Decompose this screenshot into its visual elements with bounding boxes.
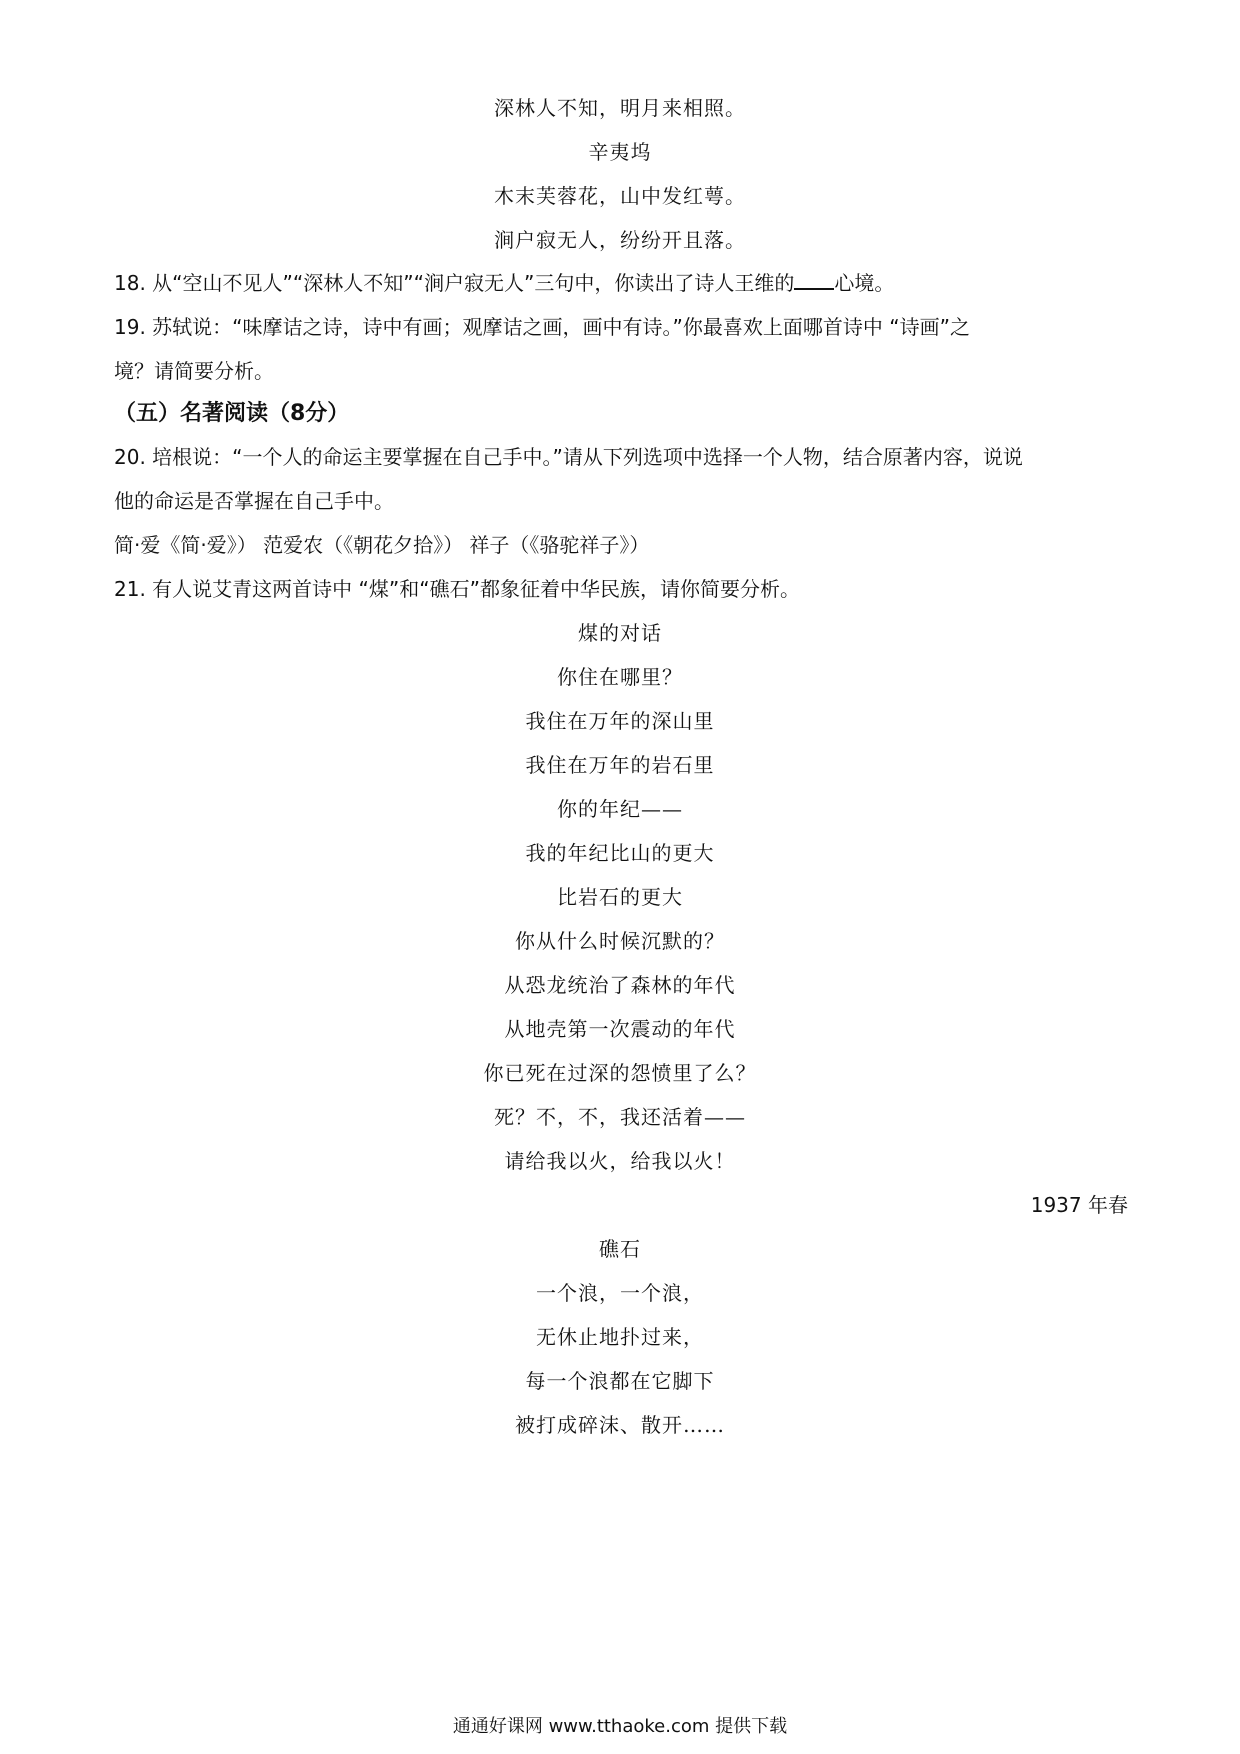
poem-line: 深林人不知，明月来相照。 (494, 96, 746, 120)
question-18-tail: 心境。 (834, 271, 895, 295)
poem-line: 你住在哪里？ (557, 665, 683, 689)
poem-line: 我住在万年的岩石里 (525, 753, 715, 777)
answer-blank[interactable] (794, 270, 834, 290)
poem-line: 你的年纪—— (557, 797, 683, 821)
poem-title: 煤的对话 (578, 621, 662, 645)
poem-line: 你已死在过深的怨愤里了么？ (483, 1061, 757, 1085)
section-heading: （五）名著阅读（8分） (114, 401, 350, 426)
poem-line: 被打成碎沫、散开…… (515, 1413, 725, 1437)
poem-line: 死？不，不，我还活着—— (494, 1105, 746, 1129)
poem-line: 你从什么时候沉默的？ (515, 929, 725, 953)
question-20-options: 简·爱《简·爱》） 范爱农（《朝花夕拾》） 祥子（《骆驼祥子》） (114, 533, 650, 557)
page-footer: 通通好课网 www.tthaoke.com 提供下载 (452, 1716, 788, 1737)
question-18-text: 18. 从“空山不见人”“深林人不知”“涧户寂无人”三句中，你读出了诗人王维的 (114, 271, 795, 295)
question-19-line2: 境？请简要分析。 (114, 359, 274, 383)
poem-date: 1937 年春 (1030, 1193, 1128, 1217)
question-21: 21. 有人说艾青这两首诗中 “煤”和“礁石”都象征着中华民族，请你简要分析。 (114, 577, 800, 601)
poem-line: 从恐龙统治了森林的年代 (504, 973, 736, 997)
poem-title: 礁石 (599, 1237, 641, 1261)
poem-title: 辛夷坞 (588, 140, 652, 164)
poem-line: 我的年纪比山的更大 (525, 841, 715, 865)
question-18 (114, 269, 894, 297)
poem-line: 比岩石的更大 (557, 885, 683, 909)
question-19-line1: 19. 苏轼说：“味摩诘之诗，诗中有画；观摩诘之画，画中有诗。”你最喜欢上面哪首诗中 “诗画”之 (114, 315, 970, 339)
poem-line: 无休止地扑过来， (536, 1325, 704, 1349)
poem-line: 请给我以火，给我以火！ (504, 1149, 736, 1173)
poem-line: 从地壳第一次震动的年代 (504, 1017, 736, 1041)
question-20-line1: 20. 培根说：“一个人的命运主要掌握在自己手中。”请从下列选项中选择一个人物，结合原著内容，说说 (114, 445, 1023, 469)
poem-line: 我住在万年的深山里 (525, 709, 715, 733)
question-20-line2: 他的命运是否掌握在自己手中。 (114, 489, 394, 513)
poem-line: 涧户寂无人，纷纷开且落。 (494, 228, 746, 252)
poem-line: 每一个浪都在它脚下 (525, 1369, 715, 1393)
poem-line: 一个浪，一个浪， (536, 1281, 704, 1305)
poem-line: 木末芙蓉花，山中发红萼。 (494, 184, 746, 208)
